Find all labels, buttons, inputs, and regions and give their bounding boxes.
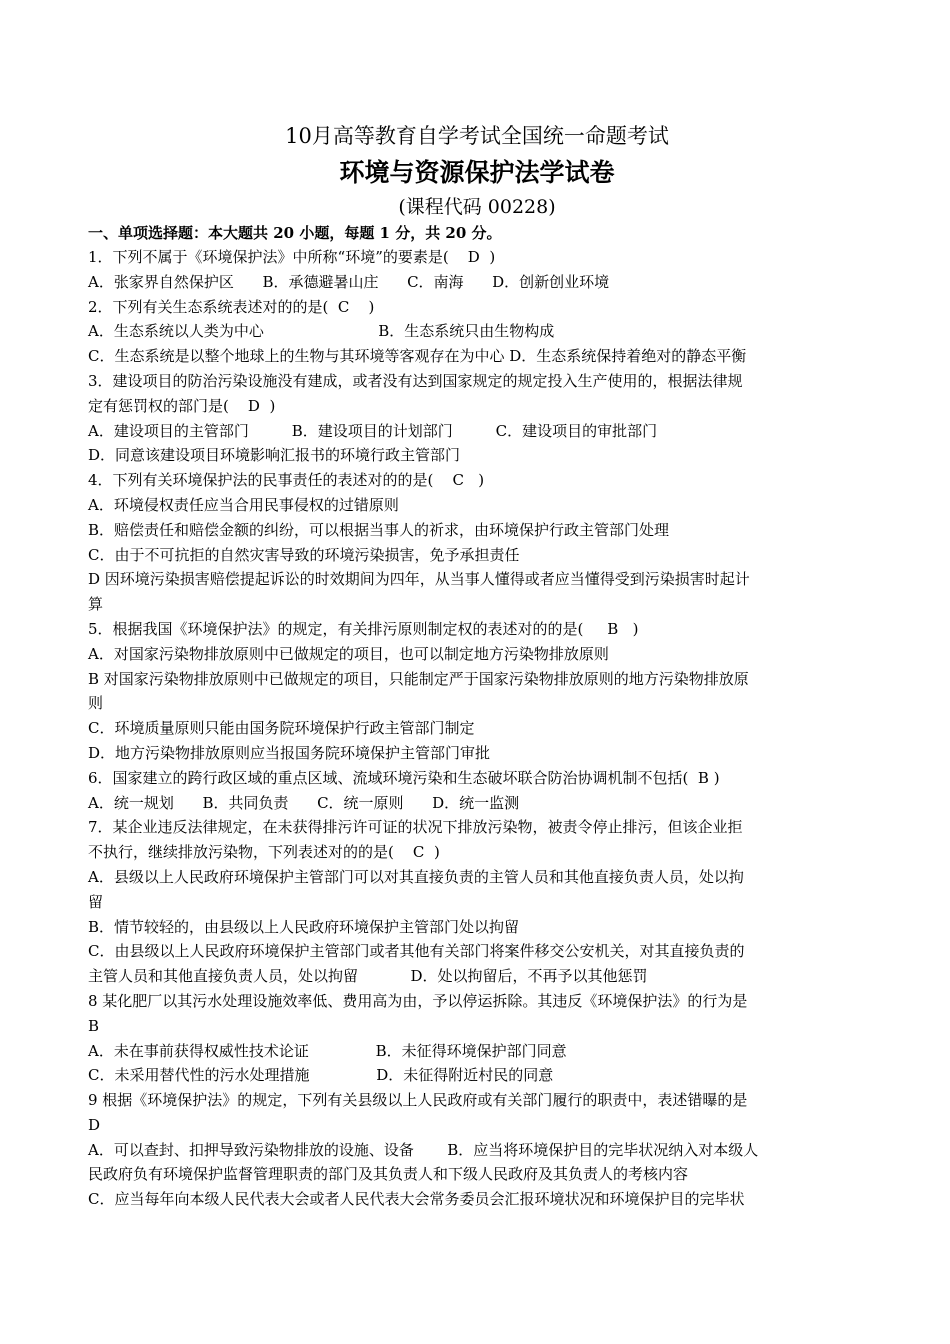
text-line: B 对国家污染物排放原则中已做规定的项目，只能制定严于国家污染物排放原则的地方污染物排放原 xyxy=(88,669,749,688)
text-line: 民政府负有环境保护监督管理职责的部门及其负责人和下级人民政府及其负责人的考核内容 xyxy=(88,1165,689,1184)
text-line: B xyxy=(88,1016,100,1035)
text-line: 1．下列不属于《环境保护法》中所称“环境”的要素是( D ) xyxy=(88,248,496,266)
exam-session-title: 10月高等教育自学考试全国统一命题考试 xyxy=(285,124,669,148)
text-line: A．统一规划 B．共同负责 C．统一原则 D．统一监测 xyxy=(88,793,520,812)
text-line: C．应当每年向本级人民代表大会或者人民代表大会常务委员会汇报环境状况和环境保护目的完毕状 xyxy=(88,1190,745,1209)
text-line: A．县级以上人民政府环境保护主管部门可以对其直接负责的主管人员和其他直接负责人员，处以拘 xyxy=(88,867,744,886)
text-line: 算 xyxy=(88,595,104,614)
text-line: 主管人员和其他直接负责人员，处以拘留 D．处以拘留后，不再予以其他惩罚 xyxy=(88,967,648,986)
exam-subject-title: 环境与资源保护法学试卷 xyxy=(339,158,615,187)
text-line: A．张家界自然保护区 B．承德避暑山庄 C．南海 D．创新创业环境 xyxy=(88,272,610,291)
text-line: A．未在事前获得权威性技术论证 B．未征得环境保护部门同意 xyxy=(88,1041,567,1060)
text-line: 7．某企业违反法律规定，在未获得排污许可证的状况下排放污染物，被责令停止排污，但该企业拒 xyxy=(88,818,743,837)
text-line: 3．建设项目的防治污染设施没有建成，或者没有达到国家规定的规定投入生产使用的，根据法律规 xyxy=(88,371,743,390)
text-line: C．未采用替代性的污水处理措施 D．未征得附近村民的同意 xyxy=(88,1066,554,1085)
text-line: C．环境质量原则只能由国务院环境保护行政主管部门制定 xyxy=(88,719,475,738)
text-line: 4．下列有关环境保护法的民事责任的表述对的的是( C ) xyxy=(88,471,485,490)
text-line: B．情节较轻的，由县级以上人民政府环境保护主管部门处以拘留 xyxy=(88,917,520,936)
question-list xyxy=(88,245,866,1212)
text-line: 则 xyxy=(88,694,104,713)
text-line: 5．根据我国《环境保护法》的规定，有关排污原则制定权的表述对的的是( B ) xyxy=(88,619,639,638)
text-line: 8 某化肥厂以其污水处理设施效率低、费用高为由，予以停运拆除。其违反《环境保护法》的行为是 xyxy=(88,991,748,1010)
text-line: A．对国家污染物排放原则中已做规定的项目，也可以制定地方污染物排放原则 xyxy=(88,644,609,663)
text-line: D．地方污染物排放原则应当报国务院环境保护主管部门审批 xyxy=(88,743,491,762)
text-line: A．建设项目的主管部门 B．建设项目的计划部门 C．建设项目的审批部门 xyxy=(88,421,658,440)
course-code: (课程代码 00228) xyxy=(398,196,556,218)
text-line: 2．下列有关生态系统表述对的的是( C ) xyxy=(88,297,375,316)
text-line: C．生态系统是以整个地球上的生物与其环境等客观存在为中心 D．生态系统保持着绝对的静态平衡 xyxy=(88,347,747,366)
text-line: 6．国家建立的跨行政区域的重点区域、流域环境污染和生态破坏联合防治协调机制不包括( B ) xyxy=(88,768,720,787)
text-line: 9 根据《环境保护法》的规定，下列有关县级以上人民政府或有关部门履行的职责中，表述错曝的是 xyxy=(88,1091,748,1110)
text-line: A．生态系统以人类为中心 B．生态系统只由生物构成 xyxy=(88,322,555,341)
text-line: D．同意该建设项目环境影响汇报书的环境行政主管部门 xyxy=(88,446,461,465)
text-line: A．环境侵权责任应当合用民事侵权的过错原则 xyxy=(88,495,399,514)
exam-paper xyxy=(88,120,866,1212)
text-line: B．赔偿责任和赔偿金额的纠纷，可以根据当事人的祈求，由环境保护行政主管部门处理 xyxy=(88,520,670,539)
text-line: A．可以查封、扣押导致污染物排放的设施、设备 B．应当将环境保护目的完毕状况纳入对本级人 xyxy=(88,1140,759,1159)
section-heading: 一、单项选择题：本大题共 20 小题，每题 1 分，共 20 分。 xyxy=(88,224,502,242)
text-line: D xyxy=(88,1115,101,1134)
text-line: 定有惩罚权的部门是( D ) xyxy=(88,396,276,415)
text-line: 不执行，继续排放污染物，下列表述对的的是( C ) xyxy=(88,843,440,862)
text-line: D 因环境污染损害赔偿提起诉讼的时效期间为四年，从当事人懂得或者应当懂得受到污染损害时起计 xyxy=(88,570,750,589)
text-line: 留 xyxy=(88,892,104,911)
text-line: C．由县级以上人民政府环境保护主管部门或者其他有关部门将案件移交公安机关，对其直接负责的 xyxy=(88,942,745,961)
text-line: C．由于不可抗拒的自然灾害导致的环境污染损害，免予承担责任 xyxy=(88,545,520,564)
